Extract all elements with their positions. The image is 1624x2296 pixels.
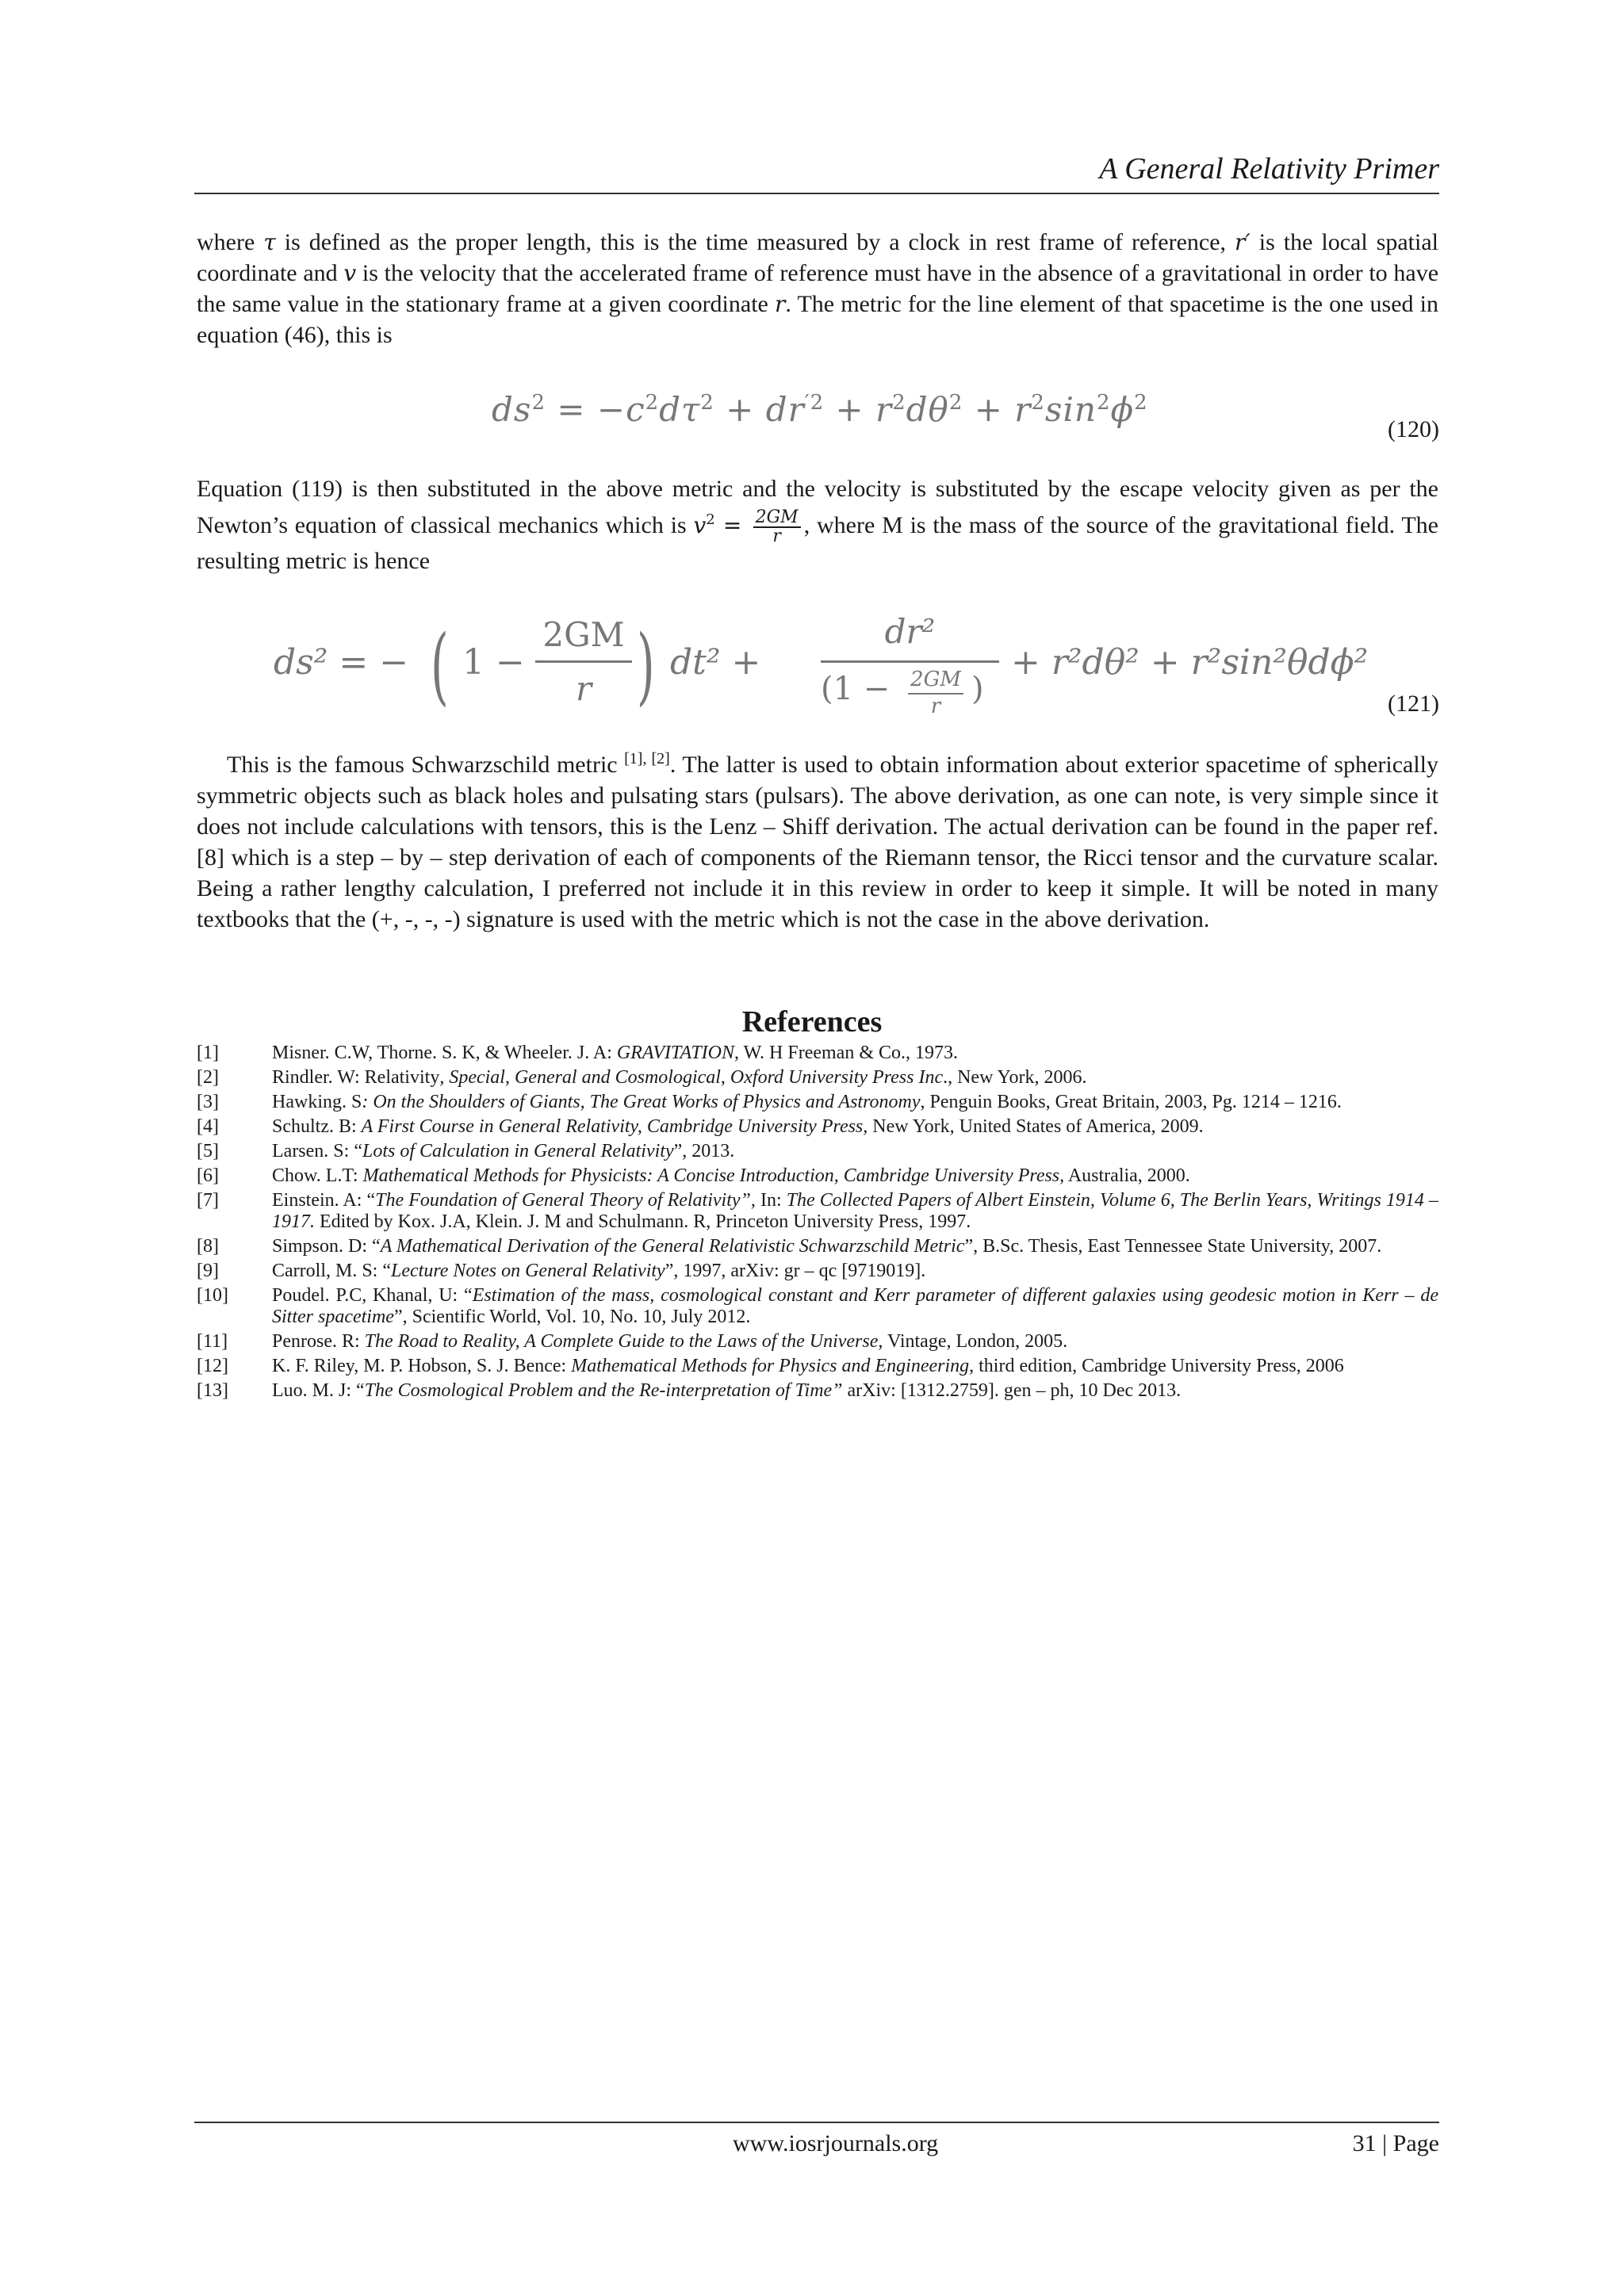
reference-text: [272, 1141, 1438, 1162]
footer-page-number: 31 | Page: [1352, 2130, 1439, 2156]
text: . The latter is used to obtain information about exterior spacetime of spherically symmetric objects such as black holes and pulsating stars (pulsars). The above derivation, as one can note, is very simple since it does not include calculations with tensors, this is the Lenz – Shiff derivation. The actual derivation can be found in the paper ref. [8] which is a step – by – step derivation of each of components of the Riemann tensor, the Ricci tensor and the curvature scalar. Being a rather lengthy calculation, I preferred not include it in this review in order to keep it simple. It will be noted in many textbooks that the (+, -, -, -) signature is used with the metric which is not the case in the above derivation.: [197, 752, 1438, 932]
reference-number: [10]: [197, 1285, 228, 1306]
reference-italic: Mathematical Methods for Physics and Engineering: [571, 1356, 970, 1376]
reference-plain: In:: [755, 1190, 787, 1211]
reference-number: [12]: [197, 1356, 228, 1376]
reference-item: [197, 1165, 1438, 1187]
reference-plain: arXiv: [1312.2759]. gen – ph, 10 Dec 2013.: [842, 1380, 1182, 1401]
fraction-numerator: 2GM: [753, 509, 801, 528]
eq-sup: 2: [1031, 391, 1045, 415]
reference-item: [197, 1356, 1438, 1377]
equation-number-120: (120): [1388, 416, 1439, 442]
eq-paren-close: ): [637, 617, 655, 714]
math-r: r: [774, 291, 786, 317]
reference-plain: Simpson. D: “: [272, 1236, 381, 1257]
reference-plain: Einstein. A: “: [272, 1190, 376, 1211]
eq-term: ϕ: [1110, 390, 1135, 429]
reference-plain: ”, B.Sc. Thesis, East Tennessee State University, 2007.: [964, 1236, 1382, 1257]
eq-one-minus: 1 −: [462, 642, 525, 683]
math-v: v: [343, 260, 357, 286]
eq-term: dτ: [659, 390, 701, 429]
reference-plain: ”, Scientific World, Vol. 10, No. 10, July 2012.: [393, 1307, 751, 1327]
reference-item: [197, 1190, 1438, 1233]
reference-item: [197, 1067, 1438, 1089]
header-rule: [194, 193, 1439, 194]
reference-item: [197, 1236, 1438, 1257]
reference-italic: The Foundation of General Theory of Relativity”,: [375, 1190, 756, 1211]
eq-sup: 2: [531, 391, 546, 415]
reference-item: [197, 1380, 1438, 1402]
reference-item: [197, 1092, 1438, 1113]
reference-item: [197, 1141, 1438, 1162]
reference-text: [272, 1331, 1438, 1353]
reference-number: [11]: [197, 1331, 228, 1352]
reference-plain: Vintage, London, 2005.: [883, 1331, 1068, 1352]
reference-italic: A First Course in General Relativity, Cambridge University Press,: [361, 1116, 868, 1137]
eq-frac1-den: r: [575, 669, 592, 708]
text: is defined as the proper length, this is the time measured by a clock in rest frame of reference,: [275, 229, 1235, 255]
reference-text: [272, 1092, 1438, 1113]
text: . The metric for the line element of that spacetime is the one used in equation (46), this is: [197, 291, 1438, 348]
equation-number-121: (121): [1388, 691, 1439, 717]
text: Equation (119) is then substituted in the above metric and the velocity is substituted by the escape velocity given as per the Newton’s equation of classical mechanics which is: [197, 476, 1438, 538]
reference-italic: Mathematical Methods for Physicists: A Concise Introduction, Cambridge University Press,: [362, 1165, 1065, 1186]
body-paragraph-3: [197, 749, 1438, 935]
eq-term: + dr: [714, 390, 805, 429]
reference-text: [272, 1043, 1438, 1064]
reference-plain: Poudel. P.C, Khanal, U: “: [272, 1285, 473, 1306]
eq-frac2-num: dr²: [884, 612, 936, 651]
eq-frac2-den-den: r: [930, 695, 941, 718]
eq-frac2-den-a: (1 −: [821, 671, 891, 707]
eq-sup: 2: [1096, 391, 1111, 415]
reference-italic: GRAVITATION: [616, 1043, 734, 1063]
eq-sup: ′2: [804, 391, 825, 415]
eq-sup: 2: [645, 391, 660, 415]
math-equals: =: [714, 512, 750, 538]
reference-number: [6]: [197, 1165, 219, 1186]
reference-number: [5]: [197, 1141, 219, 1161]
eq-term: dθ: [906, 390, 949, 429]
inline-fraction: [753, 509, 801, 545]
reference-text: [272, 1356, 1438, 1377]
reference-italic: , Special, General and Cosmological, Oxford University Press Inc: [439, 1067, 944, 1088]
math-r-prime: r′: [1235, 229, 1251, 255]
reference-number: [2]: [197, 1067, 219, 1088]
reference-number: [1]: [197, 1043, 219, 1063]
reference-text: [272, 1067, 1438, 1089]
eq-frac2-bar: [821, 660, 999, 663]
eq-frac2-den-num: 2GM: [910, 668, 961, 691]
reference-number: [9]: [197, 1261, 219, 1281]
eq-frac1-num: 2GM: [542, 615, 625, 654]
reference-plain: , W. H Freeman & Co., 1973.: [734, 1043, 958, 1063]
reference-plain: Larsen. S: “: [272, 1141, 362, 1161]
eq-term: + r: [963, 390, 1032, 429]
eq-sup: 2: [892, 391, 906, 415]
text: is the local spatial coordinate and: [197, 229, 1439, 286]
reference-list: [197, 1043, 1438, 1405]
reference-plain: Rindler. W: Relativity: [272, 1067, 440, 1088]
reference-number: [8]: [197, 1236, 219, 1257]
math-tau: τ: [263, 229, 276, 255]
fraction-denominator: r: [772, 526, 781, 547]
reference-italic: Lecture Notes on General Relativity: [391, 1261, 665, 1281]
text: This is the famous Schwarzschild metric: [227, 752, 625, 778]
reference-plain: Hawking. S: [272, 1092, 362, 1112]
body-paragraph-2: [197, 473, 1438, 576]
reference-plain: Schultz. B:: [272, 1116, 362, 1137]
reference-text: [272, 1236, 1438, 1257]
reference-number: [3]: [197, 1092, 219, 1112]
reference-plain: , Penguin Books, Great Britain, 2003, Pg. 1214 – 1216.: [920, 1092, 1342, 1112]
body-paragraph-1: [197, 227, 1438, 350]
citation: [1], [2]: [624, 750, 670, 767]
reference-plain: , third edition, Cambridge University Press, 2006: [969, 1356, 1344, 1376]
eq-frac1-bar: [535, 660, 632, 663]
equation-120: [492, 390, 1148, 429]
reference-italic: A Mathematical Derivation of the General Relativistic Schwarzschild Metric: [380, 1236, 965, 1257]
text: is the velocity that the accelerated frame of reference must have in the absence of a gravitational in order to have the same value in the stationary frame at a given coordinate: [197, 260, 1439, 317]
reference-plain: ”, 2013.: [673, 1141, 735, 1161]
eq-term: ds: [492, 390, 532, 429]
reference-plain: Australia, 2000.: [1064, 1165, 1190, 1186]
reference-text: [272, 1380, 1438, 1402]
reference-text: [272, 1165, 1438, 1187]
text: where: [197, 229, 264, 255]
eq-term: + r: [824, 390, 893, 429]
reference-italic: The Road to Reality, A Complete Guide to the Laws of the Universe,: [364, 1331, 883, 1352]
reference-plain: ., New York, 2006.: [943, 1067, 1087, 1088]
reference-italic: Lots of Calculation in General Relativity: [362, 1141, 674, 1161]
eq-sup: 2: [948, 391, 963, 415]
eq-dt: dt² +: [670, 642, 761, 683]
reference-text: [272, 1116, 1438, 1138]
reference-plain: ”, 1997, arXiv: gr – qc [9719019].: [665, 1261, 926, 1281]
reference-text: [272, 1285, 1438, 1328]
footer-url: www.iosrjournals.org: [733, 2130, 939, 2156]
reference-item: [197, 1116, 1438, 1138]
math-sup: 2: [706, 511, 715, 528]
reference-item: [197, 1043, 1438, 1064]
reference-plain: Misner. C.W, Thorne. S. K, & Wheeler. J. A:: [272, 1043, 617, 1063]
eq-term: sin: [1044, 390, 1097, 429]
eq-frac2-den-b: ): [971, 671, 984, 707]
reference-plain: K. F. Riley, M. P. Hobson, S. J. Bence:: [272, 1356, 572, 1376]
reference-number: [7]: [197, 1190, 219, 1211]
references-heading: References: [741, 1005, 883, 1039]
reference-number: [4]: [197, 1116, 219, 1137]
reference-plain: Penrose. R:: [272, 1331, 365, 1352]
reference-item: [197, 1285, 1438, 1328]
running-header-title: A General Relativity Primer: [1099, 152, 1439, 186]
reference-text: [272, 1190, 1438, 1233]
eq-sup: 2: [700, 391, 714, 415]
reference-italic: The Collected Papers of Albert Einstein, Volume 6, The Berlin Years, Writings 1914 – 1917.: [272, 1190, 1438, 1232]
footer-rule: [194, 2122, 1439, 2123]
reference-text: [272, 1261, 1438, 1282]
reference-item: [197, 1331, 1438, 1353]
reference-italic: : On the Shoulders of Giants, The Great Works of Physics and Astronomy: [362, 1092, 921, 1112]
equation-121: [274, 610, 1369, 729]
reference-italic: Estimation of the mass, cosmological constant and Kerr parameter of different galaxies using geodesic motion in Kerr – de Sitter spacetime: [272, 1285, 1438, 1327]
reference-plain: New York, United States of America, 2009.: [868, 1116, 1204, 1137]
reference-plain: Luo. M. J: “: [272, 1380, 365, 1401]
reference-plain: Chow. L.T:: [272, 1165, 363, 1186]
reference-item: [197, 1261, 1438, 1282]
eq-lhs: ds² = −: [274, 642, 409, 683]
eq-paren-open: (: [431, 617, 449, 714]
math-v: v: [693, 512, 707, 538]
text: , where M is the mass of the source of the gravitational field. The resulting metric is hence: [197, 512, 1438, 575]
eq-sup: 2: [1134, 391, 1148, 415]
reference-plain: Edited by Kox. J.A, Klein. J. M and Schulmann. R, Princeton University Press, 1997.: [315, 1211, 971, 1232]
eq-term: = −c: [546, 390, 645, 429]
eq-tail: + r²dθ² + r²sin²θdϕ²: [1011, 642, 1369, 683]
reference-number: [13]: [197, 1380, 228, 1401]
reference-plain: Carroll, M. S: “: [272, 1261, 391, 1281]
reference-italic: The Cosmological Problem and the Re-interpretation of Time”: [364, 1380, 843, 1401]
